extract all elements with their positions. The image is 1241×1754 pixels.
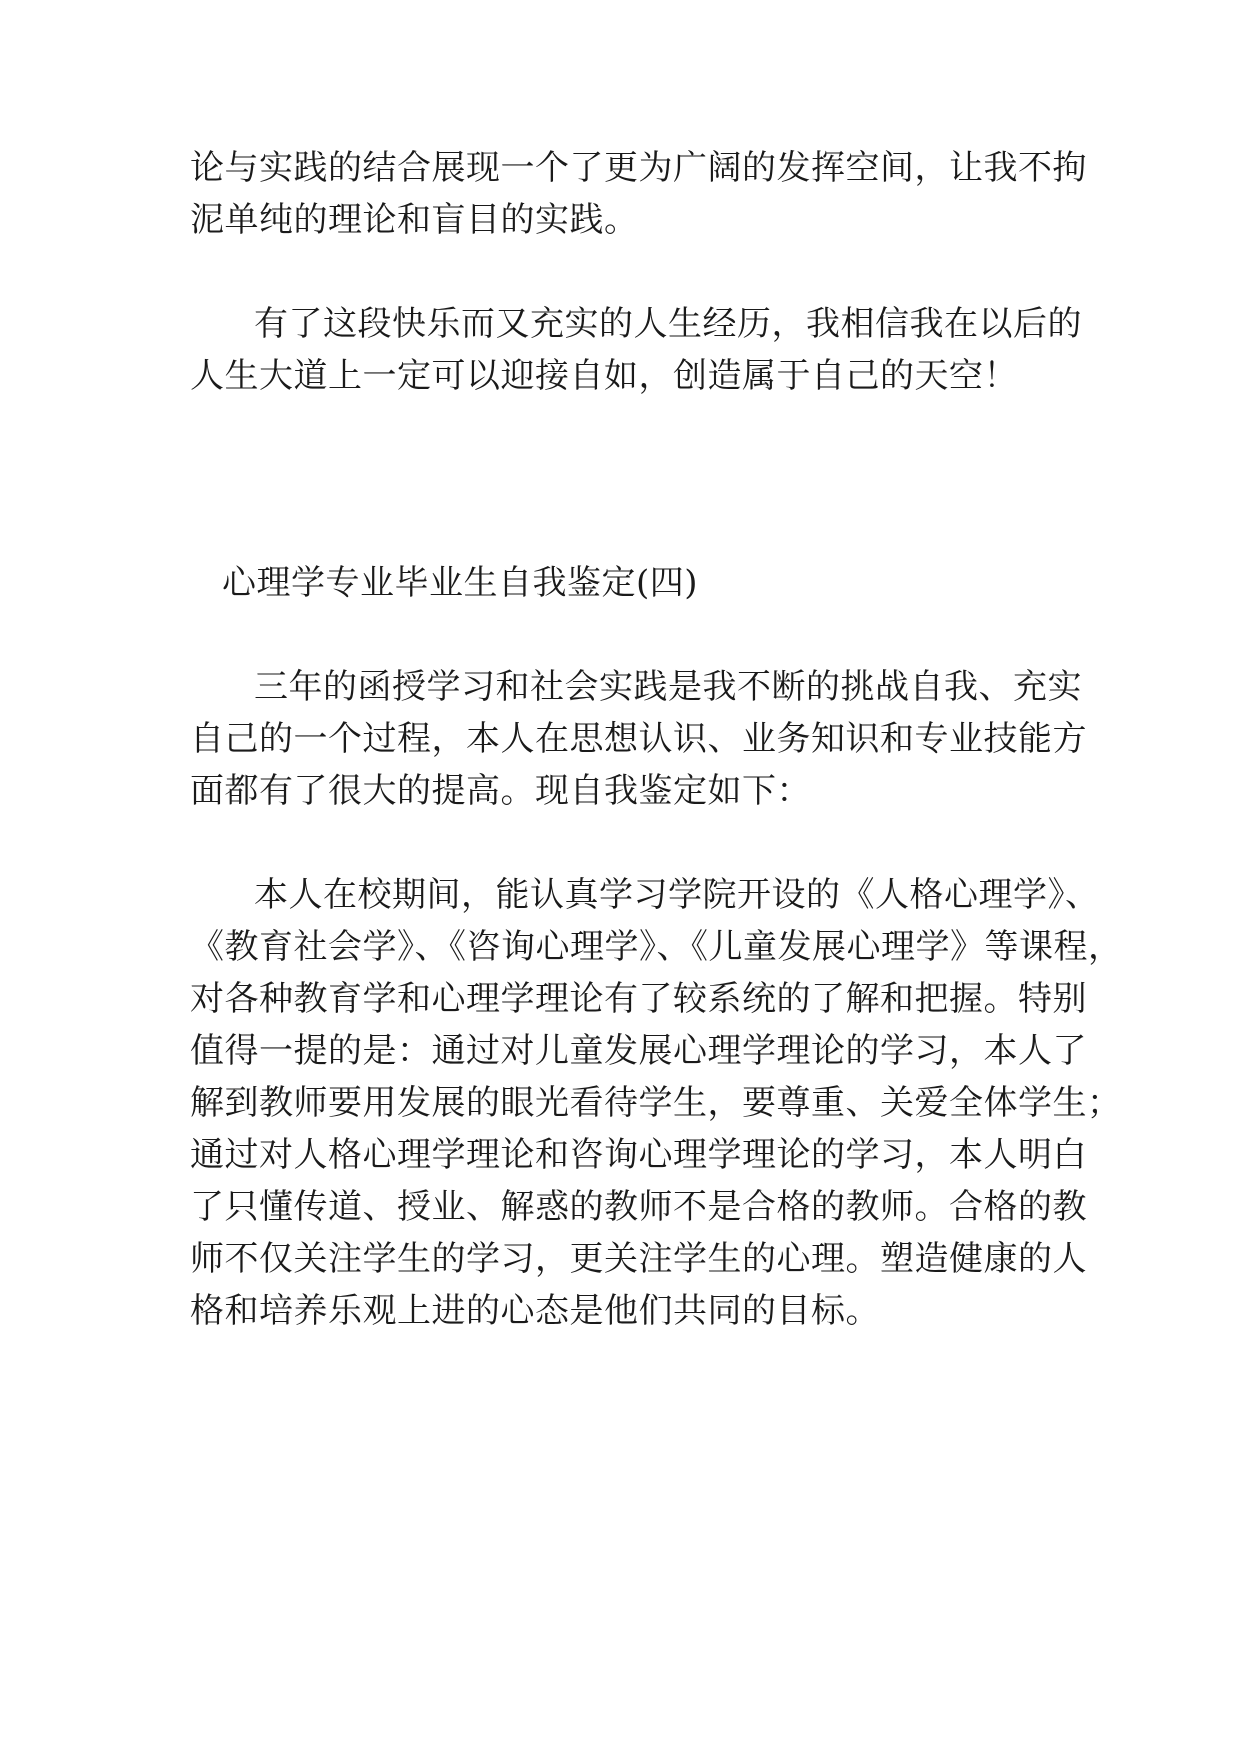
paragraph-line: 《教育社会学》、《咨询心理学》、《儿童发展心理学》等课程， <box>190 927 1123 967</box>
paragraph-line: 对各种教育学和心理学理论有了较系统的了解和把握。特别 <box>190 979 1087 1019</box>
paragraph-line: 面都有了很大的提高。现自我鉴定如下： <box>190 771 811 811</box>
paragraph-line: 解到教师要用发展的眼光看待学生，要尊重、关爱全体学生； <box>190 1083 1122 1123</box>
paragraph-line: 值得一提的是：通过对儿童发展心理学理论的学习，本人了 <box>190 1031 1087 1071</box>
paragraph-line: 有了这段快乐而又充实的人生经历，我相信我在以后的 <box>254 304 1082 344</box>
paragraph-line: 师不仅关注学生的学习，更关注学生的心理。塑造健康的人 <box>190 1239 1087 1279</box>
paragraph-line: 自己的一个过程，本人在思想认识、业务知识和专业技能方 <box>190 719 1087 759</box>
paragraph-line: 三年的函授学习和社会实践是我不断的挑战自我、充实 <box>254 667 1082 707</box>
paragraph-line: 人生大道上一定可以迎接自如，创造属于自己的天空！ <box>190 356 1018 396</box>
paragraph-line: 通过对人格心理学理论和咨询心理学理论的学习，本人明白 <box>190 1135 1087 1175</box>
section-title: 心理学专业毕业生自我鉴定(四) <box>222 563 699 603</box>
paragraph-line: 泥单纯的理论和盲目的实践。 <box>190 200 639 240</box>
paragraph-line: 格和培养乐观上进的心态是他们共同的目标。 <box>190 1291 880 1331</box>
paragraph-line: 本人在校期间，能认真学习学院开设的《人格心理学》、 <box>254 875 1100 915</box>
paragraph-line: 论与实践的结合展现一个了更为广阔的发挥空间，让我不拘 <box>190 148 1087 188</box>
paragraph-line: 了只懂传道、授业、解惑的教师不是合格的教师。合格的教 <box>190 1187 1087 1227</box>
